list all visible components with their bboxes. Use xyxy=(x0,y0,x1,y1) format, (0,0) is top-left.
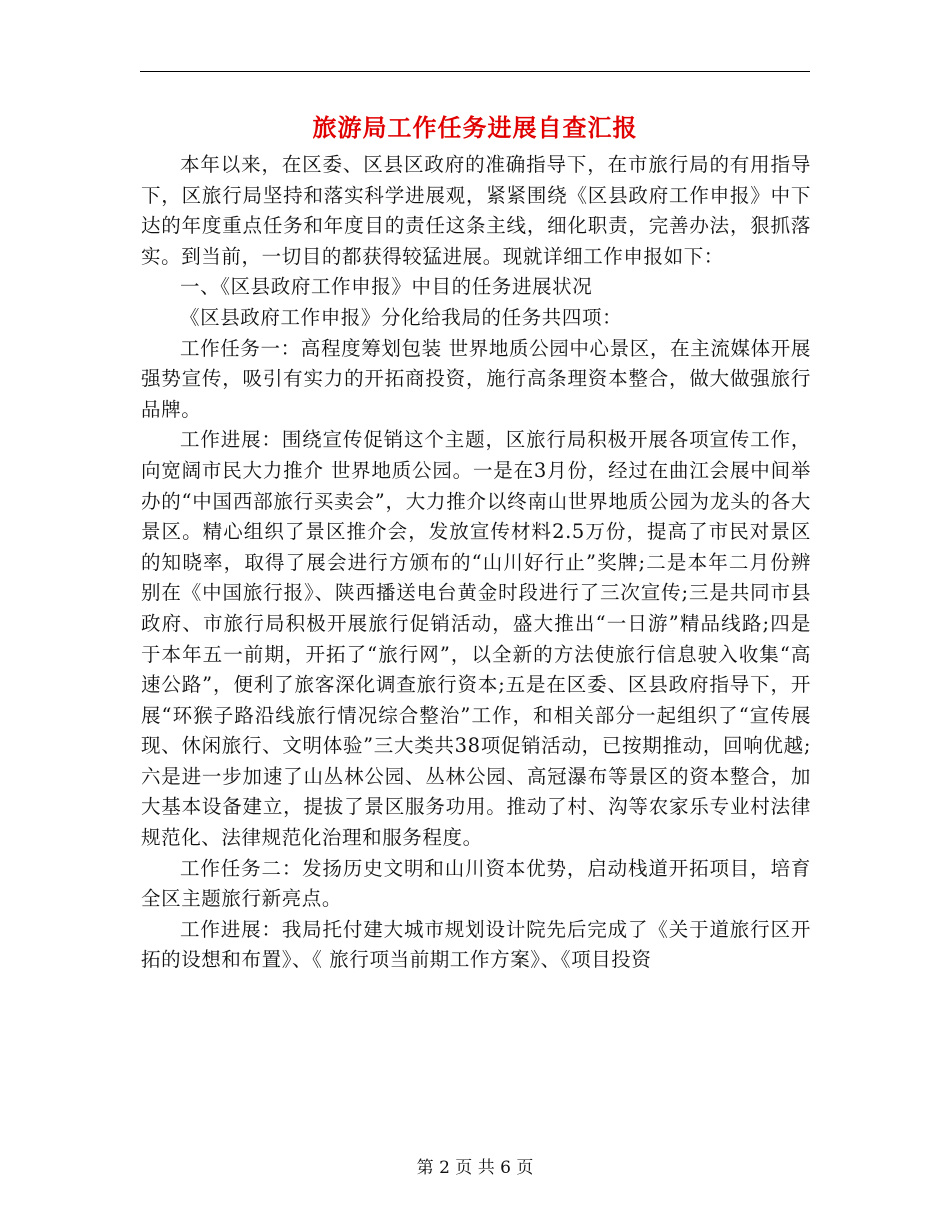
paragraph-section-heading: 一、《区县政府工作申报》中目的任务进展状况 xyxy=(180,275,593,299)
document-title: 旅游局工作任务进展自查汇报 xyxy=(312,113,638,142)
paragraph-intro: 本年以来，在区委、区县区政府的准确指导下，在市旅行局的有用指导下，区旅行局坚持和落实科学进展观，紧紧围绕《区县政府工作申报》中下达的年度重点任务和年度目的责任这条主线，细化职责，完善办法，狠抓落实。到当前，一切目的都获得较猛进展。现就详细工作申报如下： xyxy=(141,153,811,268)
paragraph-progress-one: 工作进展：围绕宣传促销这个主题，区旅行局积极开展各项宣传工作，向宽阔市民大力推介 世界地质公园。一是在3月份，经过在曲江会展中间举办的“中国西部旅行买卖会”，大力推介以终南山世界地质公园为龙头的各大景区。精心组织了景区推介会，发放宣传材料2.5万份，提高了市民对景区的知晓率，取得了展会进行方颁布的“山川好行止”奖牌;二是本年二月份辨别在《中国旅行报》、陕西播送电台黄金时段进行了三次宣传;三是共同市县政府、市旅行局积极开展旅行促销活动，盛大推出“一日游”精品线路;四是于本年五一前期，开拓了“旅行网”，以全新的方法使旅行信息驶入收集“高速公路”，便利了旅客深化调查旅行资本;五是在区委、区县政府指导下，开展“环猴子路沿线旅行情况综合整治”工作，和相关部分一起组织了“宣传展现、休闲旅行、文明体验”三大类共38项促销活动，已按期推动，回响优越;六是进一步加速了山丛林公园、丛林公园、高冠瀑布等景区的资本整合，加大基本设备建立，提拔了景区服务功用。推动了村、沟等农家乐专业村法律规范化、法律规范化治理和服务程度。 xyxy=(141,428,811,850)
page-footer: 第 2 页 共 6 页 xyxy=(416,1158,534,1178)
paragraph-task-two: 工作任务二：发扬历史文明和山川资本优势，启动栈道开拓项目，培育全区主题旅行新亮点。 xyxy=(141,856,811,911)
document-body xyxy=(141,150,811,976)
paragraph-task-one: 工作任务一：高程度筹划包装 世界地质公园中心景区，在主流媒体开展强势宣传，吸引有实力的开拓商投资，施行高条理资本整合，做大做强旅行品牌。 xyxy=(141,336,811,421)
header-rule xyxy=(140,71,810,72)
paragraph-task-count: 《区县政府工作申报》分化给我局的任务共四项： xyxy=(180,305,623,329)
paragraph-progress-two: 工作进展：我局托付建大城市规划设计院先后完成了《关于道旅行区开拓的设想和布置》、《 旅行项当前期工作方案》、《项目投资 xyxy=(141,917,811,972)
